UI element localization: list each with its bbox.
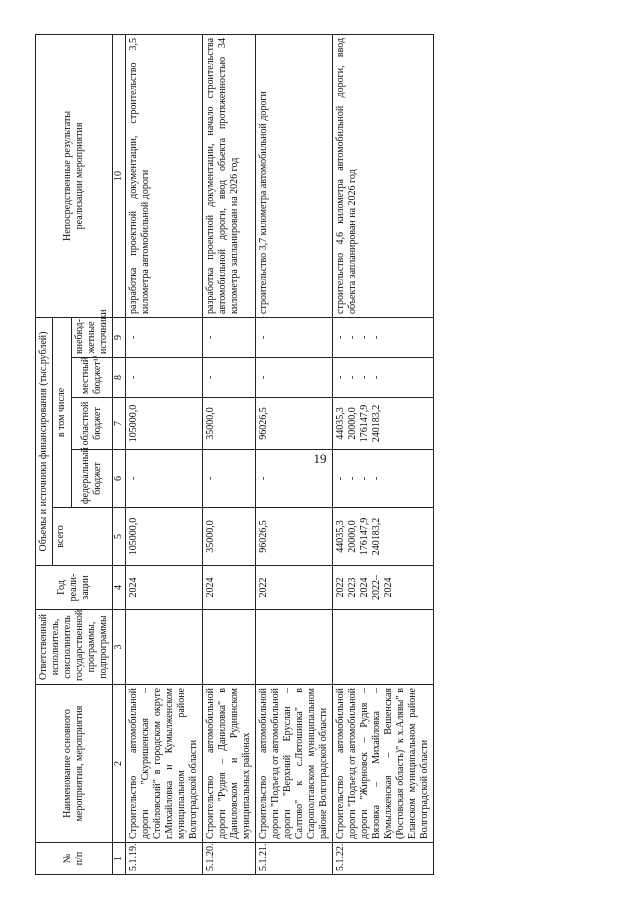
column-number: 4 (113, 566, 126, 610)
federal-cell (333, 450, 434, 508)
page-number: 19 (313, 451, 327, 466)
header-line: зации (80, 575, 91, 600)
regional-cell (203, 398, 256, 450)
header-line: бюджет (92, 462, 103, 495)
funding-table (35, 34, 434, 875)
total-cell (203, 508, 256, 566)
years-value: 2024 (359, 577, 370, 598)
column-number: 10 (113, 34, 126, 317)
regional-value: 105000,0 (128, 404, 139, 443)
column-number: 7 (113, 398, 126, 450)
local-value: - (128, 375, 139, 380)
column-number: 1 (113, 843, 126, 875)
executor (256, 610, 333, 685)
extra-cell (126, 317, 203, 357)
landscape-table-wrapper (35, 35, 603, 875)
local-cell (126, 358, 203, 398)
header-line: внебюд- (74, 319, 85, 354)
extra-value: - (359, 335, 370, 340)
local-value: - (205, 375, 216, 380)
column-number: 2 (113, 685, 126, 843)
header-num (36, 843, 113, 875)
local-value: - (371, 375, 382, 380)
header-line: исполнитель, (50, 618, 61, 676)
local-value: - (258, 375, 269, 380)
header-line: Ответственный (38, 614, 49, 680)
years-cell (333, 566, 434, 610)
header-line: жетные (86, 321, 97, 354)
header-line: федеральный (80, 447, 91, 504)
years-value: 2024 (205, 577, 216, 598)
table-row (333, 34, 434, 874)
federal-value: - (371, 476, 382, 481)
header-line: областной (80, 401, 91, 446)
years-value: 2022–2024 (371, 575, 394, 600)
header-extra (72, 309, 113, 357)
header-funding: Объемы и источники финансирования (тыс.рублей) (36, 317, 53, 565)
header-local (72, 355, 113, 398)
federal-value: - (335, 476, 346, 481)
regional-cell (256, 398, 333, 450)
extra-value: - (205, 335, 216, 340)
header-total: всего (53, 508, 113, 566)
measure-name: Строительство автомобильной дороги "Подъезд от автомобильной дороги "Жирновск – Рудня – Вязовка – Михайловка – Кумылженская – Вешенская (Ростовская область)" к х.Алявы" в Еланском муниципальном районе Волгоградской области (333, 685, 434, 843)
total-cell (126, 508, 203, 566)
header-line: подпрограммы (98, 615, 109, 679)
column-number: 5 (113, 508, 126, 566)
local-value: - (359, 375, 370, 380)
header-line: п/п (74, 851, 85, 866)
regional-cell (126, 398, 203, 450)
header-line: государственной (74, 609, 85, 681)
extra-value: - (128, 335, 139, 340)
total-value: 20000,0 (347, 520, 358, 553)
measure-name: Строительство автомобильной дороги "Рудня – Даниловка" в Даниловском и Руднянском муниципальных районах (203, 685, 256, 843)
federal-value: - (359, 476, 370, 481)
extra-value: - (335, 335, 346, 340)
table-row (256, 34, 333, 874)
total-value: 176147,9 (359, 517, 370, 556)
federal-value: - (205, 476, 216, 481)
header-line: Непосредственные результаты (62, 110, 73, 242)
regional-value: 20000,0 (347, 407, 358, 440)
years-value: 2022 (335, 577, 346, 598)
rotated-document (35, 35, 603, 875)
federal-cell (203, 450, 256, 508)
result-text: разработка проектной документации, строительство 3,5 километра автомобильной дороги (126, 34, 203, 317)
header-line: бюджет (92, 407, 103, 440)
column-number-row (113, 34, 126, 874)
years-value: 2022 (258, 577, 269, 598)
row-number: 5.1.20. (203, 843, 256, 875)
column-number: 3 (113, 610, 126, 685)
header-line: соисполнитель (62, 615, 73, 679)
header-line: бюджет¹⁾ (92, 355, 103, 394)
local-value: - (335, 375, 346, 380)
extra-value: - (347, 335, 358, 340)
table-row (203, 34, 256, 874)
federal-value: - (347, 476, 358, 481)
executor (333, 610, 434, 685)
extra-cell (256, 317, 333, 357)
local-cell (203, 358, 256, 398)
header-line: № (62, 853, 73, 864)
header-line: реализации мероприятия (74, 122, 85, 230)
extra-cell (203, 317, 256, 357)
column-number: 9 (113, 317, 126, 357)
header-regional (72, 398, 113, 450)
row-number: 5.1.22. (333, 843, 434, 875)
total-value: 240183,2 (371, 517, 382, 556)
header-line: местный (80, 356, 91, 394)
federal-value: - (128, 476, 139, 481)
total-value: 44035,3 (335, 520, 346, 553)
header-line: реали- (68, 573, 79, 602)
total-value: 35000,0 (205, 520, 216, 553)
years-cell (126, 566, 203, 610)
header-line: Год (56, 580, 67, 595)
years-cell (256, 566, 333, 610)
header-federal (72, 447, 113, 508)
federal-value: - (258, 476, 269, 481)
extra-value: - (371, 335, 382, 340)
regional-cell (333, 398, 434, 450)
table-body (126, 34, 434, 874)
executor (126, 610, 203, 685)
total-value: 105000,0 (128, 517, 139, 556)
years-value: 2023 (347, 577, 358, 598)
row-number: 5.1.19. (126, 843, 203, 875)
header-line: источники (98, 309, 109, 354)
local-cell (256, 358, 333, 398)
total-cell (333, 508, 434, 566)
local-value: - (347, 375, 358, 380)
years-value: 2024 (128, 577, 139, 598)
federal-cell (256, 450, 333, 508)
measure-name: Строительство автомобильной дороги "Скуришенская – Стойловский" в городском округе г.Михайловка и Кумылженском муниципальном районе Волгоградской области (126, 685, 203, 843)
total-value: 96026,5 (258, 520, 269, 553)
result-text: строительство 3,7 километра автомобильной дороги (256, 34, 333, 317)
total-cell (256, 508, 333, 566)
measure-name: Строительство автомобильной дороги "Подъезд от автомобильной дороги "Верхний Еруслан – Салтово" к с.Лятошинка" в Старополтавском муниципальном районе Волгоградской области (256, 685, 333, 843)
executor (203, 610, 256, 685)
header-executor (36, 610, 113, 685)
regional-value: 44035,3 (335, 407, 346, 440)
result-text: строительство 4,6 километра автомобильной дороги, ввод объекта запланирован на 2026 год (333, 34, 434, 317)
header-results (36, 34, 113, 317)
header-line: мероприятия, мероприятия (74, 705, 85, 822)
header-line: программы, (86, 621, 97, 673)
extra-value: - (258, 335, 269, 340)
local-cell (333, 358, 434, 398)
result-text: разработка проектной документации, начало строительства автомобильной дороги, ввод объекта протяженностью 34 километра запланирован на 2026 год (203, 34, 256, 317)
regional-value: 176147,9 (359, 404, 370, 443)
federal-cell (126, 450, 203, 508)
table-row (126, 34, 203, 874)
regional-value: 96026,5 (258, 407, 269, 440)
regional-value: 240183,2 (371, 404, 382, 443)
header-in-that: в том числе (53, 317, 72, 507)
column-number: 6 (113, 450, 126, 508)
header-name (36, 685, 113, 843)
years-cell (203, 566, 256, 610)
column-number: 8 (113, 358, 126, 398)
header-line: Наименование основного (62, 709, 73, 818)
header-year (36, 566, 113, 610)
row-number: 5.1.21. (256, 843, 333, 875)
extra-cell (333, 317, 434, 357)
regional-value: 35000,0 (205, 407, 216, 440)
